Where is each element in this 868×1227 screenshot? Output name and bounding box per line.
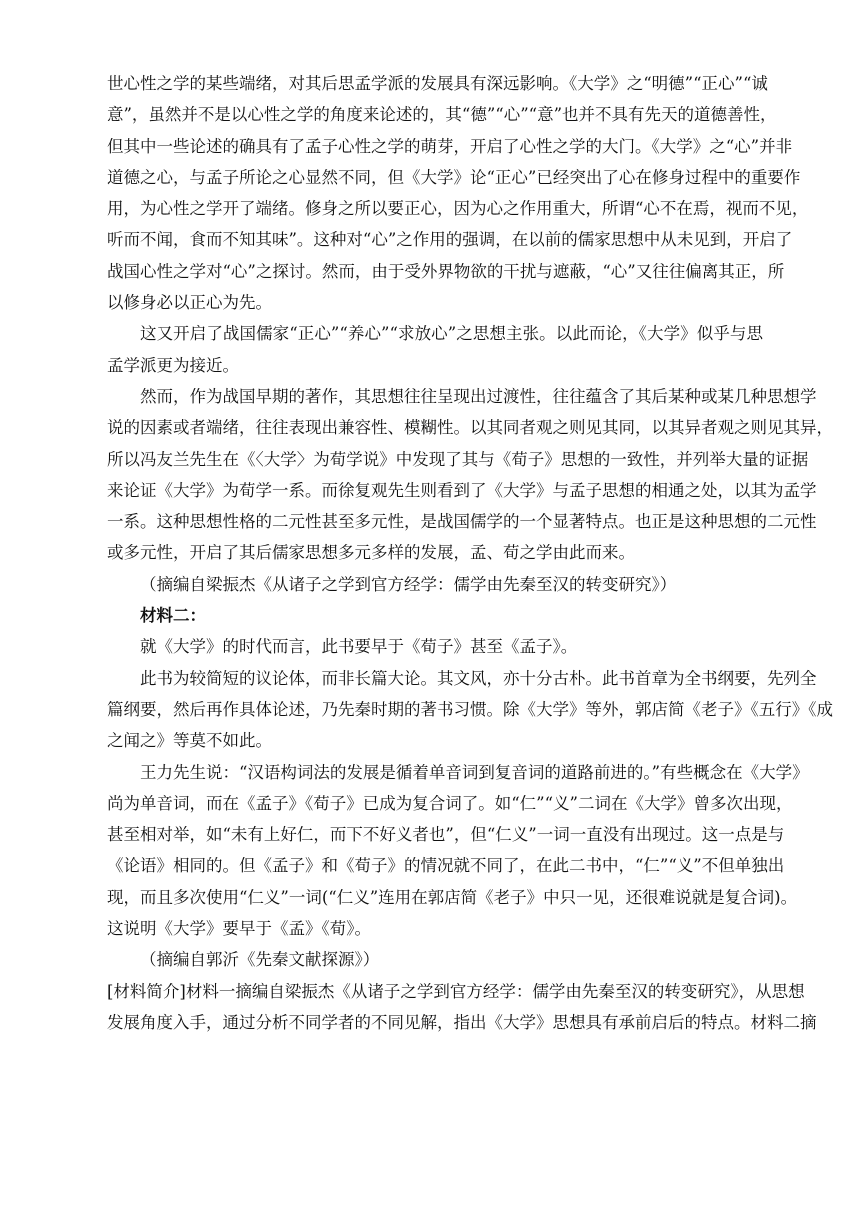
text-line: （摘编自梁振杰《从诸子之学到官方经学：儒学由先秦至汉的转变研究》） — [140, 574, 677, 594]
document-page — [107, 68, 833, 1038]
text-line: 就《大学》的时代而言，此书要早于《荀子》甚至《孟子》。 — [140, 637, 578, 657]
text-line: 战国心性之学对“心”之探讨。然而，由于受外界物欲的干扰与遮蔽，“心”又往往偏离其正，所 — [107, 261, 785, 281]
paragraph-6 — [107, 757, 809, 945]
text-line: 然而，作为战国早期的著作，其思想往往呈现出过渡性，往往蕴含了其后某种或某几种思想学 — [140, 386, 817, 406]
source-citation-2 — [107, 944, 763, 975]
text-line: 一系。这种思想性格的二元性甚至多元性，是战国儒学的一个显著特点。也正是这种思想的二元性 — [107, 512, 817, 532]
paragraph-4 — [107, 631, 763, 662]
source-citation-1 — [107, 569, 763, 600]
text-line: 所以冯友兰先生在《〈大学〉为荀学说》中发现了其与《荀子》思想的一致性，并列举大量的证据 — [107, 449, 809, 469]
text-line: 王力先生说：“汉语构词法的发展是循着单音词到复音词的道路前进的。”有些概念在《大学》 — [140, 762, 809, 782]
paragraph-2 — [107, 318, 763, 381]
text-line: 意”，虽然并不是以心性之学的角度来论述的，其“德”“心”“意”也并不具有先天的道德善性， — [107, 105, 777, 125]
paragraph-3 — [107, 381, 833, 569]
text-line: 这说明《大学》要早于《孟》《荀》。 — [107, 919, 371, 939]
text-line: 这又开启了战国儒家“正心”“养心”“求放心”之思想主张。以此而论，《大学》似乎与思 — [140, 324, 763, 344]
text-line: 此书为较简短的议论体，而非长篇大论。其文风，亦十分古朴。此书首章为全书纲要，先列全 — [140, 668, 817, 688]
text-line: 现，而且多次使用“仁义”一词(“仁义”连用在郭店简《老子》中只一见，还很难说就是复合词)。 — [107, 887, 798, 907]
text-line: 孟学派更为接近。 — [107, 355, 239, 375]
text-line: 或多元性，开启了其后儒家思想多元多样的发展，孟、荀之学由此而来。 — [107, 543, 635, 563]
text-line: 甚至相对举，如“未有上好仁，而下不好义者也”，但“仁义”一词一直没有出现过。这一点是与 — [107, 825, 785, 845]
text-line: 道德之心，与孟子所论之心显然不同，但《大学》论“正心”已经突出了心在修身过程中的重要作 — [107, 167, 801, 187]
section-heading-material-2 — [107, 600, 763, 631]
text-line: 说的因素或者端绪，往往表现出兼容性、模糊性。以其同者观之则见其同，以其异者观之则见其异， — [107, 418, 833, 438]
text-line: 用，为心性之学开了端绪。修身之所以要正心，因为心之作用重大，所谓“心不在焉，视而不见， — [107, 199, 809, 219]
text-line: 篇纲要，然后再作具体论述，乃先秦时期的著书习惯。除《大学》等外，郭店简《老子》《五行》《成 — [107, 699, 833, 719]
material-introduction — [107, 976, 817, 1039]
text-line: 来论证《大学》为荀学一系。而徐复观先生则看到了《大学》与孟子思想的相通之处，以其为孟学 — [107, 480, 817, 500]
text-line: 尚为单音词，而在《孟子》《荀子》已成为复合词了。如“仁”“义”二词在《大学》曾多次出现， — [107, 793, 793, 813]
text-line: 但其中一些论述的确具有了孟子心性之学的萌芽，开启了心性之学的大门。《大学》之“心”并非 — [107, 136, 793, 156]
paragraph-5 — [107, 663, 833, 757]
text-line: 世心性之学的某些端绪，对其后思孟学派的发展具有深远影响。《大学》之“明德”“正心”“诚 — [107, 74, 768, 93]
text-line: 《论语》相同的。但《孟子》和《荀子》的情况就不同了，在此二书中，“仁”“义”不但单独出 — [107, 856, 785, 876]
paragraph-1 — [107, 68, 809, 318]
text-line: 听而不闻，食而不知其味”。这种对“心”之作用的强调，在以前的儒家思想中从未见到，开启了 — [107, 230, 793, 250]
text-line: [材料简介]材料一摘编自梁振杰《从诸子之学到官方经学：儒学由先秦至汉的转变研究》，从思想 — [107, 981, 805, 1001]
text-line: 材料二： — [140, 606, 206, 626]
text-line: 发展角度入手，通过分析不同学者的不同见解，指出《大学》思想具有承前启后的特点。材料二摘 — [107, 1012, 817, 1032]
text-line: 之闻之》等莫不如此。 — [107, 731, 272, 751]
text-line: （摘编自郭沂《先秦文献探源》） — [140, 950, 380, 970]
text-line: 以修身必以正心为先。 — [107, 293, 272, 313]
